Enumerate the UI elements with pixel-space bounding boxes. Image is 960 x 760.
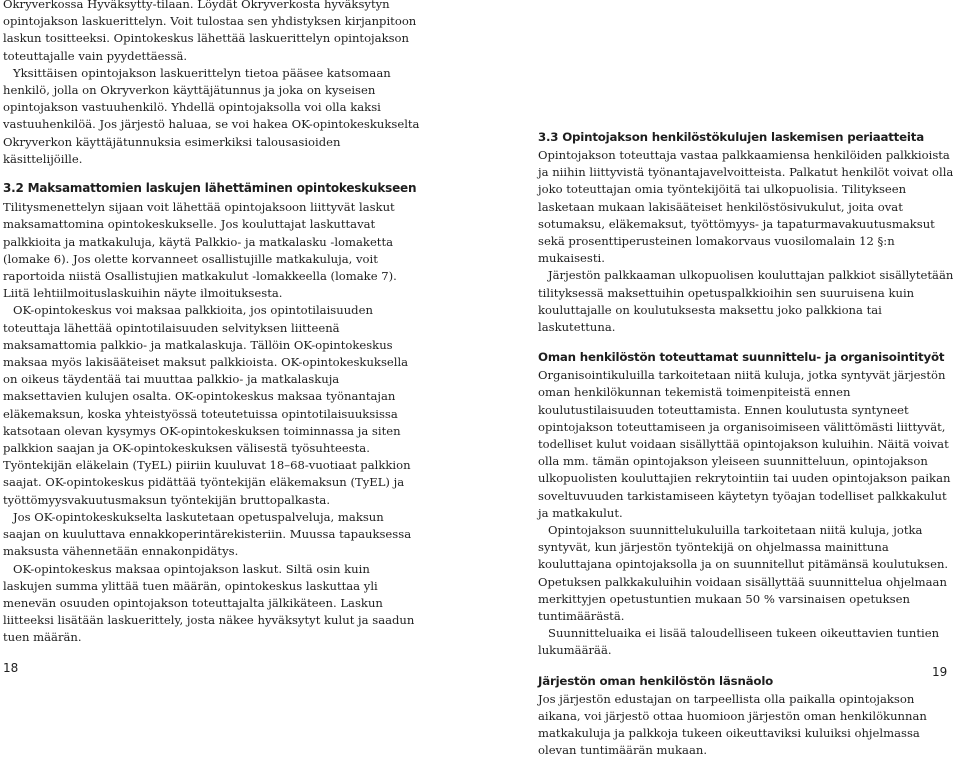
intro-paragraph-1: Okryverkossa Hyväksytty-tilaan. Löydät Okryverkosta hyväksytyn opintojakson laskuerittelyn. Voit tulostaa sen yhdistyksen kirjanpitoon laskun tositteeksi. Opintokeskus lähettää laskuerittelyn opintojakson toteuttajalle vain pyydettäessä. bbox=[3, 0, 417, 63]
right-text-column bbox=[538, 129, 955, 760]
subsection-heading-presence: Järjestön oman henkilöstön läsnäolo bbox=[538, 673, 774, 688]
section-3-2-paragraph-1: Tilitysmenettelyn sijaan voit lähettää opintojaksoon liittyvät laskut maksamattomina opintokeskukselle. Jos kouluttajat laskuttavat palkkioita ja matkakuluja, käytä Palkkio- ja matkalasku -lomaketta (lomake 6). Jos olette korvanneet osallistujille matkakuluja, voit raportoida niistä Osallistujien matkakulut -lomakkeella (lomake 7). Liitä lehtiilmoituslaskuihin näyte ilmoituksesta. bbox=[3, 200, 397, 301]
section-3-2-paragraph-4: OK-opintokeskus maksaa opintojakson laskut. Siltä osin kuin laskujen summa ylittää tuen määrän, opintokeskus laskuttaa yli menevän osuuden opintojakson toteuttajalta jälkikäteen. Laskun liitteeksi lisätään laskuerittely, josta näkee hyväksytyt kulut ja saadun tuen määrän. bbox=[3, 561, 415, 645]
intro-paragraph-2: Yksittäisen opintojakson laskuerittelyn tietoa pääsee katsomaan henkilö, jolla on Okryverkon käyttäjätunnus ja joka on kyseisen opintojakson vastuuhenkilö. Yhdellä opintojaksolla voi olla kaksi vastuuhenkilöä. Jos järjestö haluaa, se voi hakea OK-opintokeskukselta Okryverkon käyttäjätunnuksia esimerkiksi talousasioiden käsittelijöille. bbox=[3, 65, 420, 166]
page-number-right: 19 bbox=[932, 665, 948, 679]
page-number-left: 18 bbox=[3, 661, 19, 675]
left-text-column bbox=[3, 0, 420, 647]
own-staff-paragraph-3: Suunnitteluaika ei lisää taloudelliseen tukeen oikeuttavien tuntien lukumäärää. bbox=[538, 626, 940, 658]
section-3-3-paragraph-2: Järjestön palkkaaman ulkopuolisen kouluttajan palkkiot sisällytetään tilityksessä maksettuihin opetuspalkkioihin sen suuruisena kuin kouluttajalle on koulutuksesta maksettu joko palkkiona tai laskutettuna. bbox=[538, 268, 954, 335]
section-3-2-paragraph-2: OK-opintokeskus voi maksaa palkkioita, jos opintotilaisuuden toteuttaja lähettää opintotilaisuuden selvityksen liitteenä maksamattomia palkkio- ja matkalaskuja. Tällöin OK-opintokeskus maksaa myös lakisääteiset maksut palkkioista. OK-opintokeskuksella on oikeus täydentää tai muuttaa palkkio- ja matkalaskuja maksettavien kulujen osalta. OK-opintokeskus maksaa työnantajan eläkemaksun, koska yhteistyössä toteutetuissa opintotilaisuuksissa katsotaan olevan kysymys OK-opintokeskuksen toiminnassa ja siten palkkion saajan ja OK-opintokeskuksen välisestä työsuhteesta. Työntekijän eläkelain (TyEL) piiriin kuuluvat 18–68-vuotiaat palkkion saajat. OK-opintokeskus pidättää työntekijän eläkemaksun (TyEL) ja työttömyysvakuutusmaksun työntekijän bruttopalkasta. bbox=[3, 303, 411, 507]
spacer bbox=[538, 336, 955, 349]
presence-paragraph-1: Jos järjestön edustajan on tarpeellista olla paikalla opintojakson aikana, voi järjestö ottaa huomioon järjestön oman henkilökunnan matkakuluja ja palkkoja tukeen oikeuttaviksi kuluiksi ohjelmassa olevan tuntimäärän mukaan. bbox=[538, 691, 927, 758]
left-page bbox=[0, 0, 480, 679]
right-page bbox=[480, 0, 960, 758]
own-staff-paragraph-1: Organisointikuluilla tarkoitetaan niitä kuluja, jotka syntyvät järjestön oman henkilökunnan tekemistä toimenpiteistä ennen koulutustilaisuuden toteuttamista. Ennen koulutusta syntyneet opintojakson toteuttamiseen ja organisoimiseen välittömästi liittyvät, todelliset kulut voidaan sisällyttää opintojakson kuluihin. Näitä voivat olla mm. tämän opintojakson yleiseen suunnitteluun, opintojakson ulkopuolisten kouluttajien rekrytointiin tai uuden opintojakson paikan soveltuvuuden tarkistamiseen käytetyn työajan todelliset palkkakulut ja matkakulut. bbox=[538, 368, 951, 520]
section-3-3-paragraph-1: Opintojakson toteuttaja vastaa palkkaamiensa henkilöiden palkkioista ja niihin liittyvistä työnantajavelvoitteista. Palkatut henkilöt voivat olla joko toteuttajan omia työntekijöitä tai ulkopuolisia. Tilitykseen lasketaan mukaan lakisääteiset henkilöstösivukulut, joita ovat sotumaksu, eläkemaksut, työttömyys- ja tapaturmavakuutusmaksut sekä prosenttiperusteinen lomakorvaus vuosilomalain 12 §:n mukaisesti. bbox=[538, 148, 954, 266]
section-heading-3-2: 3.2 Maksamattomien laskujen lähettäminen opintokeskukseen bbox=[3, 181, 417, 196]
section-3-2-paragraph-3: Jos OK-opintokeskukselta laskutetaan opetuspalveluja, maksun saajan on kuuluttava ennakkoperintärekisteriin. Muussa tapauksessa maksusta vähennetään ennakonpidätys. bbox=[3, 509, 412, 559]
section-heading-3-3: 3.3 Opintojakson henkilöstökulujen laskemisen periaatteita bbox=[538, 130, 924, 144]
subsection-heading-own-staff: Oman henkilöstön toteuttamat suunnittelu- ja organisointityöt bbox=[538, 350, 945, 365]
own-staff-paragraph-2: Opintojakson suunnittelukuluilla tarkoitetaan niitä kuluja, jotka syntyvät, kun järjestön työntekijä on ohjelmassa mainittuna kouluttajana opintojaksolla ja on suunnitellut pitämänsä koulutuksen. Opetuksen palkkakuluihin voidaan sisällyttää suunnittelua ohjelmaan merkittyjen opetustuntien mukaan 50 % varsinaisen opetuksen tuntimäärästä. bbox=[538, 523, 949, 624]
spacer bbox=[538, 660, 955, 673]
